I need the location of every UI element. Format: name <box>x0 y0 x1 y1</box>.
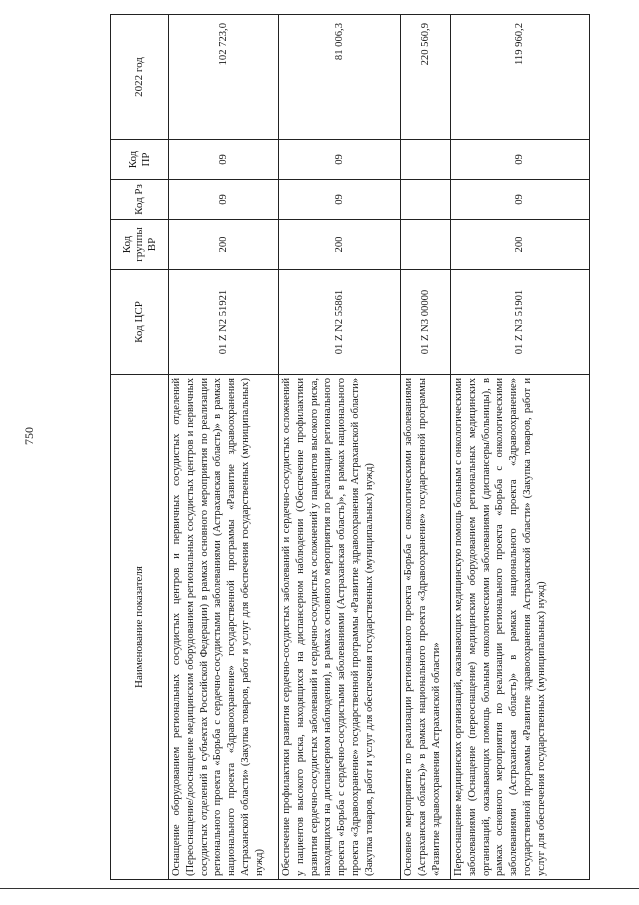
header-csr: Код ЦСР <box>111 270 169 375</box>
row-year: 119 960,2 <box>451 15 590 140</box>
row-pr: 09 <box>169 140 279 180</box>
rotated-table-container <box>110 15 590 880</box>
row-year: 220 560,9 <box>401 15 451 140</box>
row-vr: 200 <box>451 220 590 270</box>
header-year: 2022 год <box>111 15 169 140</box>
row-pr: 09 <box>279 140 401 180</box>
row-year: 102 723,0 <box>169 15 279 140</box>
header-vr: Код группы ВР <box>111 220 169 270</box>
row-csr: 01 Z N2 51921 <box>169 270 279 375</box>
table-row <box>401 15 451 880</box>
row-vr: 200 <box>279 220 401 270</box>
header-row <box>111 15 169 880</box>
table-row <box>451 15 590 880</box>
row-csr: 01 Z N2 55861 <box>279 270 401 375</box>
row-rz: 09 <box>279 180 401 220</box>
row-rz: 09 <box>169 180 279 220</box>
header-name: Наименование показателя <box>111 375 169 880</box>
row-pr <box>401 140 451 180</box>
row-csr: 01 Z N3 00000 <box>401 270 451 375</box>
row-name: Обеспечение профилактики развития сердечно-сосудистых заболеваний и сердечно-сосудистых осложнений у пациентов высокого риска, находящихся на диспансерном наблюдении (Обеспечение профилактики развития сердечно-сосудистых заболеваний и сердечно-сосудистых осложнений у пациентов высокого риска, находящихся на диспансерном наблюдении), в рамках основного мероприятия по реализации регионального проекта «Борьба с сердечно-сосудистыми заболеваниями (Астраханская область)», в рамках национального проекта «Здравоохранение» государственной программы «Развитие здравоохранения Астраханской области» (Закупка товаров, работ и услуг для обеспечения государственных (муниципальных) нужд) <box>279 375 401 880</box>
row-rz: 09 <box>451 180 590 220</box>
row-vr: 200 <box>169 220 279 270</box>
header-pr: Код ПР <box>111 140 169 180</box>
row-name: Переоснащение медицинских организаций, оказывающих медицинскую помощь больным с онкологическими заболеваниями (Оснащение (переоснащение) медицинским оборудованием региональных медицинских организаций, оказывающих помощь больным онкологическими заболеваниями (диспансеры/больницы), в рамках основного мероприятия по реализации регионального проекта «Борьба с онкологическими заболеваниями (Астраханская область)» в рамках национального проекта «Здравоохранение» государственной программы «Развитие здравоохранения Астраханской области» (Закупка товаров, работ и услуг для обеспечения государственных (муниципальных) нужд) <box>451 375 590 880</box>
table-row <box>279 15 401 880</box>
row-vr <box>401 220 451 270</box>
row-year: 81 006,3 <box>279 15 401 140</box>
row-name: Основное мероприятие по реализации регионального проекта «Борьба с онкологическими заболеваниями (Астраханская область)» в рамках национального проекта «Здравоохранение» государственной программы «Развитие здравоохранения Астраханской области» <box>401 375 451 880</box>
page-number: 750 <box>22 427 36 445</box>
bottom-rule <box>0 888 639 889</box>
budget-table <box>110 14 590 880</box>
row-pr: 09 <box>451 140 590 180</box>
header-rz: Код Рз <box>111 180 169 220</box>
row-name: Оснащение оборудованием региональных сосудистых центров и первичных сосудистых отделений (Переоснащение/дооснащение медицинским оборудованием региональных сосудистых центров и первичных сосудистых отделений в субъектах Российской Федерации) в рамках основного мероприятия по реализации регионального проекта «Борьба с сердечно-сосудистыми заболеваниями (Астраханская область)» в рамках национального проекта «Здравоохранение» государственной программы «Развитие здравоохранения Астраханской области» (Закупка товаров, работ и услуг для обеспечения государственных (муниципальных) нужд) <box>169 375 279 880</box>
row-rz <box>401 180 451 220</box>
row-csr: 01 Z N3 51901 <box>451 270 590 375</box>
table-row <box>169 15 279 880</box>
